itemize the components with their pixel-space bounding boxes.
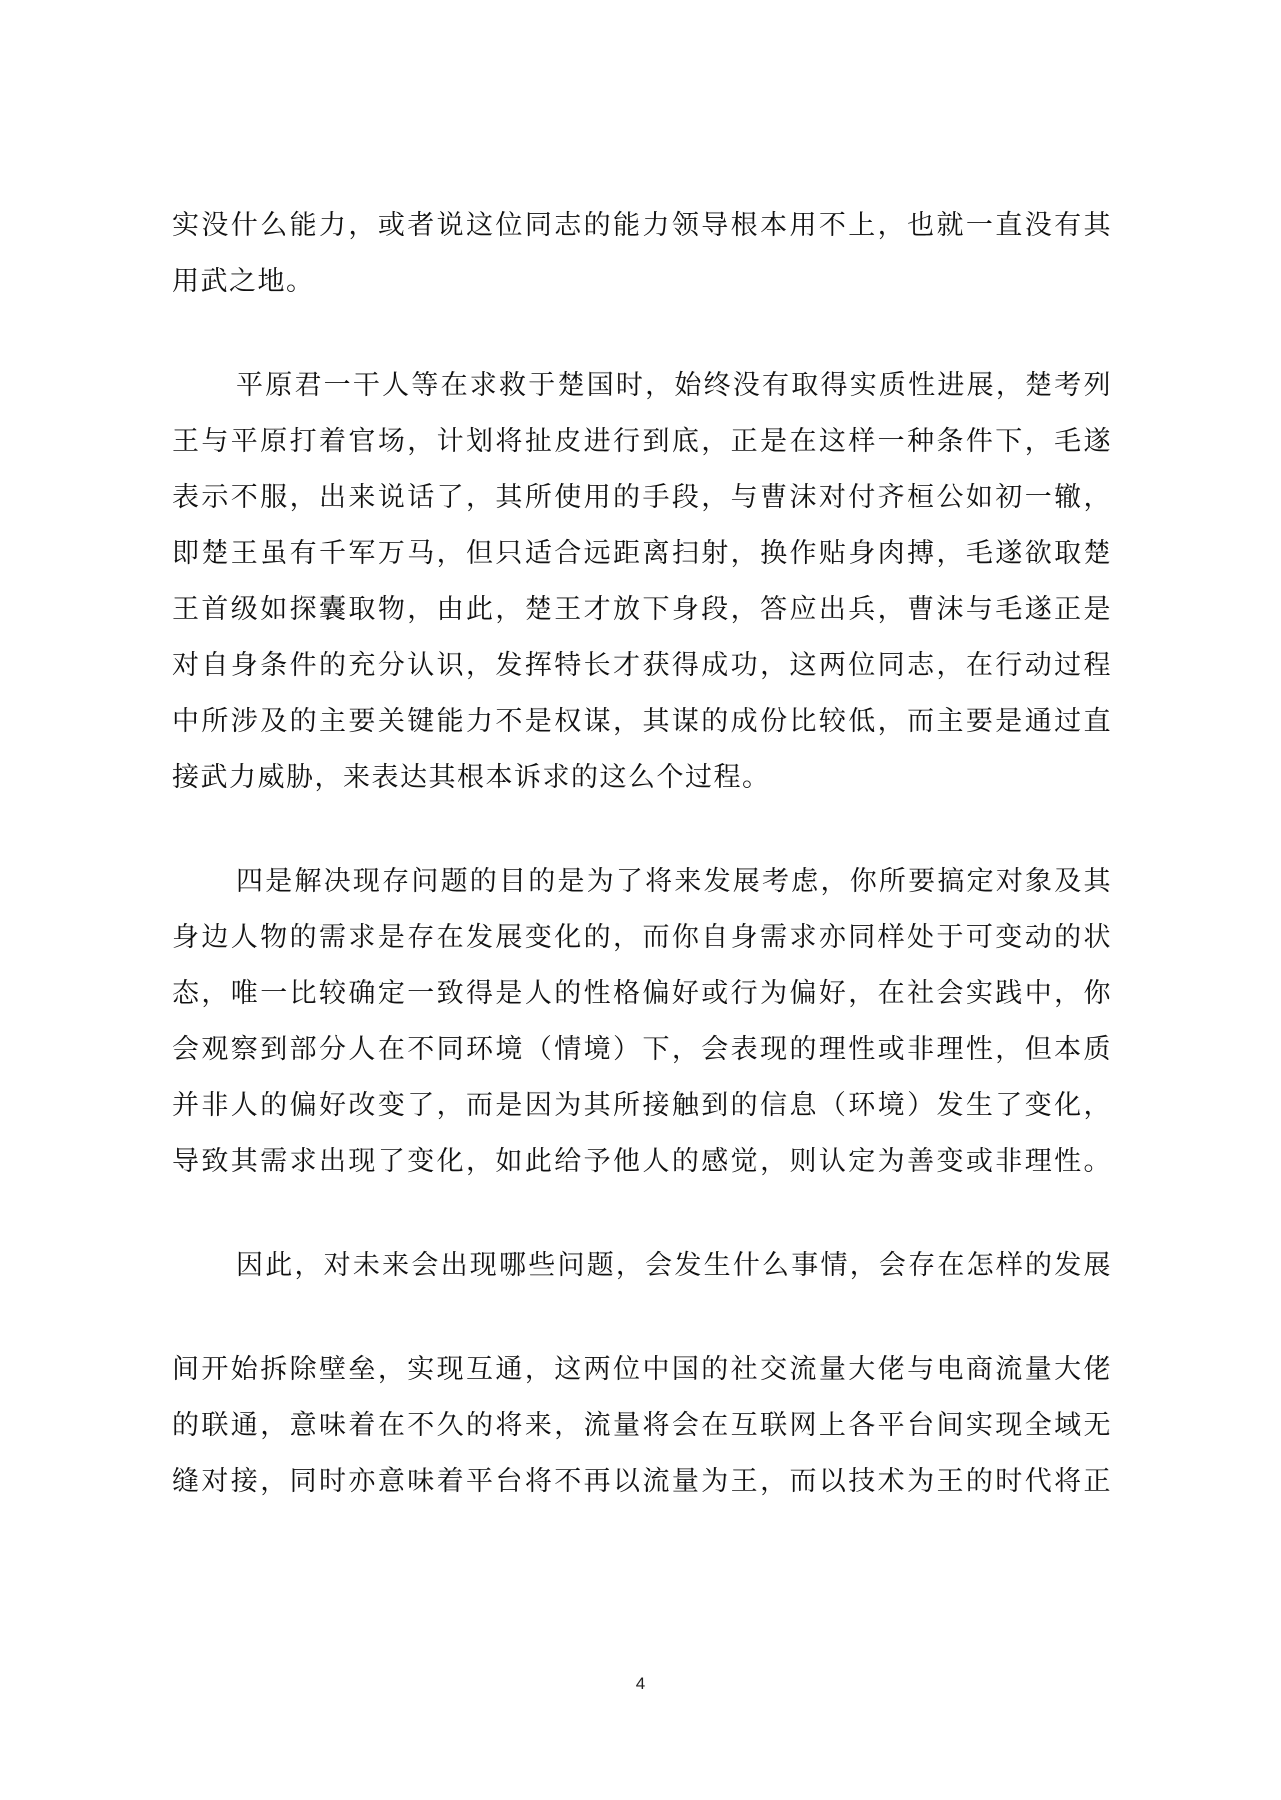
text-line: 表示不服，出来说话了，其所使用的手段，与曹沫对付齐桓公如初一辙， (172, 482, 1112, 513)
text-line: 王首级如探囊取物，由此，楚王才放下身段，答应出兵，曹沫与毛遂正是 (172, 594, 1112, 625)
text-line: 缝对接，同时亦意味着平台将不再以流量为王，而以技术为王的时代将正 (172, 1466, 1112, 1497)
text-line: 因此，对未来会出现哪些问题，会发生什么事情，会存在怎样的发展 (236, 1250, 1112, 1281)
text-line: 王与平原打着官场，计划将扯皮进行到底，正是在这样一种条件下，毛遂 (172, 426, 1112, 457)
text-line: 间开始拆除壁垒，实现互通，这两位中国的社交流量大佬与电商流量大佬 (172, 1354, 1112, 1385)
text-line: 态，唯一比较确定一致得是人的性格偏好或行为偏好，在社会实践中，你 (172, 978, 1112, 1009)
text-line: 身边人物的需求是存在发展变化的，而你自身需求亦同样处于可变动的状 (172, 922, 1112, 953)
text-line: 导致其需求出现了变化，如此给予他人的感觉，则认定为善变或非理性。 (172, 1146, 1112, 1177)
text-line: 中所涉及的主要关键能力不是权谋，其谋的成份比较低，而主要是通过直 (172, 706, 1112, 737)
text-line: 平原君一干人等在求救于楚国时，始终没有取得实质性进展，楚考列 (236, 370, 1112, 401)
page-number: 4 (635, 1674, 646, 1693)
text-line: 用武之地。 (172, 266, 315, 297)
text-line: 实没什么能力，或者说这位同志的能力领导根本用不上，也就一直没有其 (172, 210, 1112, 241)
text-line: 并非人的偏好改变了，而是因为其所接触到的信息（环境）发生了变化， (172, 1090, 1112, 1121)
text-line: 四是解决现存问题的目的是为了将来发展考虑，你所要搞定对象及其 (236, 866, 1112, 897)
text-line: 即楚王虽有千军万马，但只适合远距离扫射，换作贴身肉搏，毛遂欲取楚 (172, 538, 1112, 569)
text-line: 对自身条件的充分认识，发挥特长才获得成功，这两位同志，在行动过程 (172, 650, 1112, 681)
text-line: 接武力威胁，来表达其根本诉求的这么个过程。 (172, 762, 771, 793)
text-line: 的联通，意味着在不久的将来，流量将会在互联网上各平台间实现全域无 (172, 1410, 1112, 1441)
text-line: 会观察到部分人在不同环境（情境）下，会表现的理性或非理性，但本质 (172, 1034, 1112, 1065)
